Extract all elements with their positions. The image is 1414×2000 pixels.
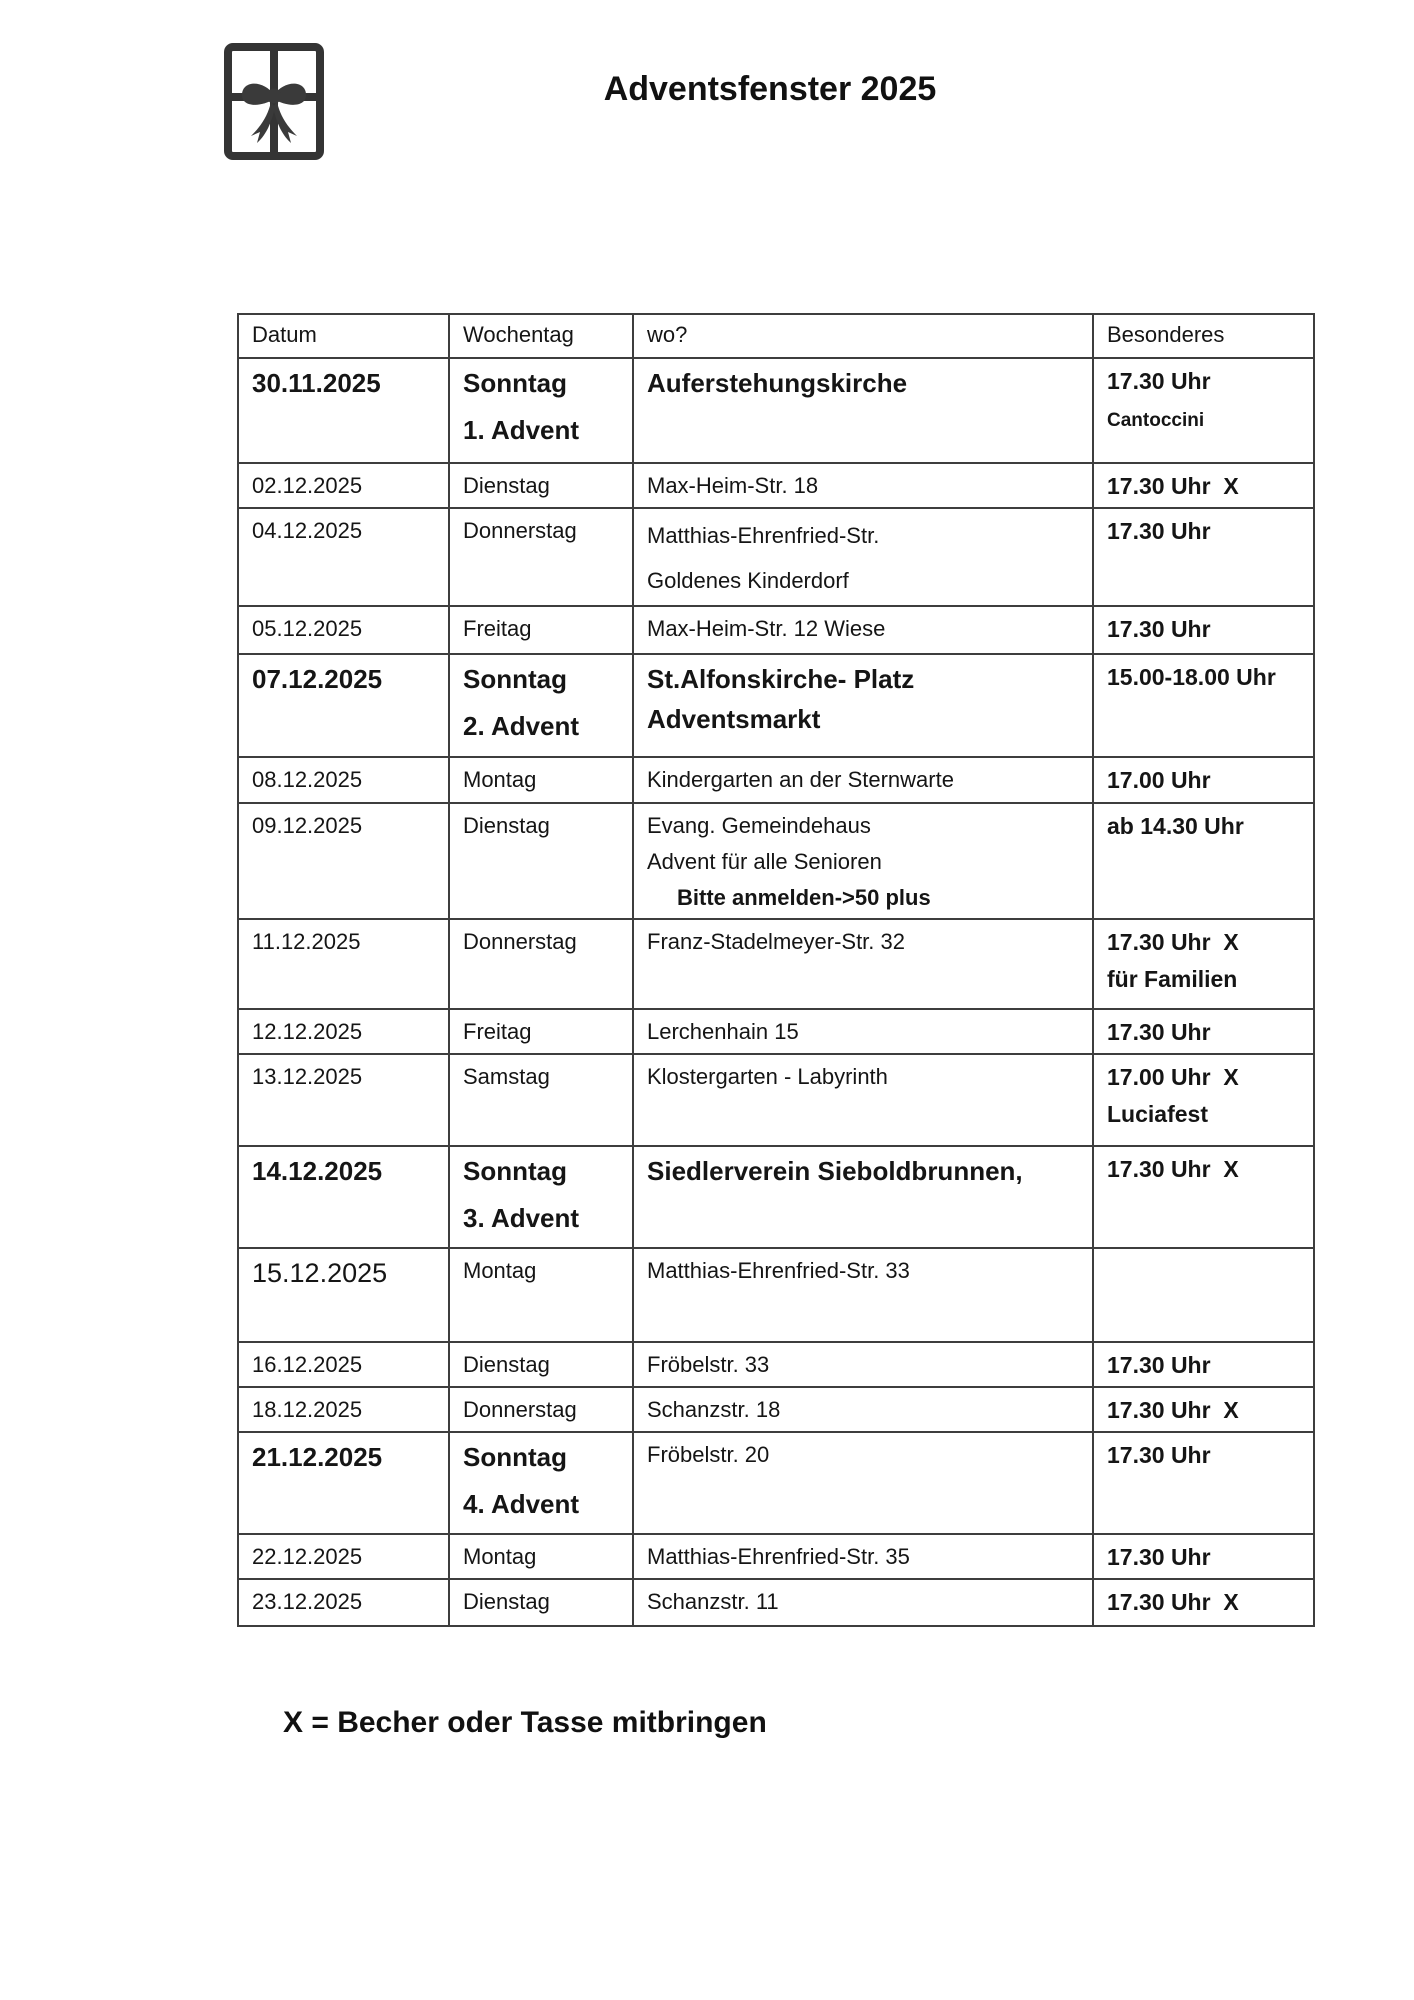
cell-besonderes [1093, 463, 1314, 508]
cell-line: Luciafest [1107, 1101, 1208, 1127]
cell-line: Freitag [463, 1019, 532, 1044]
cell-line: Donnerstag [463, 1397, 577, 1422]
table-row [238, 803, 1314, 919]
table-row [238, 1534, 1314, 1579]
cell-wo [633, 508, 1093, 606]
cell-wochentag [449, 1579, 633, 1626]
cell-line: 05.12.2025 [252, 616, 363, 641]
cell-wo [633, 757, 1093, 803]
cell-wochentag [449, 654, 633, 757]
cell-line: Goldenes Kinderdorf [647, 568, 849, 593]
cell-wochentag [449, 919, 633, 1009]
cell-besonderes [1093, 919, 1314, 1009]
cell-wochentag [449, 1248, 633, 1342]
cell-line: 17.30 Uhr X [1107, 473, 1239, 499]
cell-line: Donnerstag [463, 518, 577, 543]
cell-wo [633, 1579, 1093, 1626]
cell-line: 1. Advent [463, 415, 580, 445]
cell-wo [633, 1248, 1093, 1342]
cell-wo [633, 1146, 1093, 1248]
cell-line: Matthias-Ehrenfried-Str. 33 [647, 1258, 910, 1283]
cell-line: Matthias-Ehrenfried-Str. 35 [647, 1544, 910, 1569]
cell-besonderes [1093, 1432, 1314, 1534]
table-row [238, 1248, 1314, 1342]
cell-line: Montag [463, 767, 537, 792]
cell-wo [633, 463, 1093, 508]
cell-line: Max-Heim-Str. 18 [647, 473, 819, 498]
cell-wo [633, 1432, 1093, 1534]
cell-besonderes [1093, 606, 1314, 654]
cell-datum [238, 508, 449, 606]
cell-line: Sonntag [463, 1156, 567, 1186]
cell-line: St.Alfonskirche- Platz [647, 664, 915, 694]
cell-datum [238, 1387, 449, 1432]
cell-line: 17.30 Uhr X [1107, 1589, 1239, 1615]
cell-line: 17.30 Uhr [1107, 518, 1211, 544]
cell-line: Matthias-Ehrenfried-Str. [647, 523, 880, 548]
cell-line: ab 14.30 Uhr [1107, 813, 1244, 839]
cell-wo [633, 1534, 1093, 1579]
table-row [238, 654, 1314, 757]
cell-wochentag [449, 1432, 633, 1534]
cell-datum [238, 358, 449, 463]
gift-window-icon [222, 40, 326, 164]
table-row [238, 1342, 1314, 1387]
cell-besonderes [1093, 1342, 1314, 1387]
cell-besonderes [1093, 654, 1314, 757]
cell-wo [633, 919, 1093, 1009]
cell-wo [633, 1342, 1093, 1387]
cell-line: Freitag [463, 616, 532, 641]
cell-line: 15.00-18.00 Uhr [1107, 664, 1276, 690]
cell-line: 17.30 Uhr [1107, 1019, 1211, 1045]
cell-besonderes [1093, 1146, 1314, 1248]
cell-wochentag [449, 1009, 633, 1054]
cell-wo [633, 654, 1093, 757]
cell-wo [633, 606, 1093, 654]
cell-line: Franz-Stadelmeyer-Str. 32 [647, 929, 905, 954]
table-row [238, 1387, 1314, 1432]
footer-note: X = Becher oder Tasse mitbringen [283, 1706, 767, 1739]
cell-line: 11.12.2025 [252, 929, 361, 954]
table-row [238, 1432, 1314, 1534]
cell-line: 17.30 Uhr X [1107, 1397, 1239, 1423]
cell-line: 16.12.2025 [252, 1352, 363, 1377]
cell-line: Evang. Gemeindehaus [647, 813, 871, 838]
cell-datum [238, 1432, 449, 1534]
cell-besonderes [1093, 757, 1314, 803]
cell-line: 17.30 Uhr [1107, 1352, 1211, 1378]
cell-line: Montag [463, 1544, 537, 1569]
cell-line: Adventsmarkt [647, 704, 821, 734]
cell-line: 4. Advent [463, 1489, 580, 1519]
cell-datum [238, 654, 449, 757]
cell-line: Dienstag [463, 1589, 550, 1614]
cell-wo [633, 1009, 1093, 1054]
table-row [238, 1054, 1314, 1146]
table-row [238, 757, 1314, 803]
cell-line: 17.30 Uhr [1107, 1544, 1211, 1570]
cell-wochentag [449, 508, 633, 606]
cell-wochentag [449, 606, 633, 654]
cell-line: 09.12.2025 [252, 813, 363, 838]
cell-wochentag [449, 757, 633, 803]
page-title: Adventsfenster 2025 [603, 70, 937, 108]
cell-line: Sonntag [463, 664, 567, 694]
cell-line: Lerchenhain 15 [647, 1019, 799, 1044]
cell-besonderes [1093, 803, 1314, 919]
table-row [238, 1146, 1314, 1248]
cell-datum [238, 1054, 449, 1146]
cell-wochentag [449, 1146, 633, 1248]
cell-line: 14.12.2025 [252, 1156, 383, 1186]
cell-line: Cantoccini [1107, 410, 1205, 431]
cell-wochentag [449, 463, 633, 508]
table-row [238, 919, 1314, 1009]
cell-line: Samstag [463, 1064, 550, 1089]
cell-line: 21.12.2025 [252, 1442, 383, 1472]
schedule-table [237, 313, 1315, 1627]
table-row [238, 463, 1314, 508]
cell-wochentag [449, 358, 633, 463]
cell-line: Advent für alle Senioren [647, 849, 882, 874]
table-body [238, 358, 1314, 1626]
cell-line: Dienstag [463, 813, 550, 838]
cell-wo [633, 803, 1093, 919]
cell-line: 08.12.2025 [252, 767, 363, 792]
cell-line: 22.12.2025 [252, 1544, 363, 1569]
column-header-datum: Datum [238, 314, 449, 358]
cell-datum [238, 1534, 449, 1579]
cell-wochentag [449, 1387, 633, 1432]
header-row [238, 314, 1314, 358]
table-row [238, 508, 1314, 606]
cell-datum [238, 757, 449, 803]
column-header-wochentag: Wochentag [449, 314, 633, 358]
cell-wochentag [449, 1342, 633, 1387]
cell-datum [238, 463, 449, 508]
cell-datum [238, 606, 449, 654]
cell-line: 17.30 Uhr X [1107, 929, 1239, 955]
cell-line: Kindergarten an der Sternwarte [647, 767, 954, 792]
cell-line: Bitte anmelden->50 plus [677, 885, 931, 910]
cell-wo [633, 1054, 1093, 1146]
cell-line: Dienstag [463, 473, 550, 498]
cell-line: 17.00 Uhr [1107, 767, 1211, 793]
table-row [238, 606, 1314, 654]
table-row [238, 358, 1314, 463]
cell-line: 23.12.2025 [252, 1589, 363, 1614]
cell-line: 17.30 Uhr [1107, 368, 1211, 394]
cell-line: 17.00 Uhr X [1107, 1064, 1239, 1090]
cell-besonderes [1093, 1579, 1314, 1626]
cell-line: Sonntag [463, 1442, 567, 1472]
cell-line: 13.12.2025 [252, 1064, 363, 1089]
column-header-besonderes: Besonderes [1093, 314, 1314, 358]
cell-line: 04.12.2025 [252, 518, 363, 543]
cell-line: Fröbelstr. 33 [647, 1352, 770, 1377]
cell-line: Schanzstr. 18 [647, 1397, 781, 1422]
cell-line: 17.30 Uhr [1107, 616, 1211, 642]
cell-besonderes [1093, 1248, 1314, 1342]
column-header-wo: wo? [633, 314, 1093, 358]
table-row [238, 1009, 1314, 1054]
cell-wo [633, 1387, 1093, 1432]
cell-besonderes [1093, 1387, 1314, 1432]
cell-line: Auferstehungskirche [647, 368, 908, 398]
cell-line: Fröbelstr. 20 [647, 1442, 770, 1467]
cell-line: Donnerstag [463, 929, 577, 954]
cell-besonderes [1093, 1009, 1314, 1054]
cell-wochentag [449, 803, 633, 919]
cell-datum [238, 1009, 449, 1054]
cell-datum [238, 1342, 449, 1387]
cell-line: 30.11.2025 [252, 368, 381, 398]
cell-wochentag [449, 1054, 633, 1146]
cell-datum [238, 803, 449, 919]
cell-line: 15.12.2025 [252, 1258, 388, 1288]
cell-besonderes [1093, 508, 1314, 606]
cell-besonderes [1093, 358, 1314, 463]
cell-line: 17.30 Uhr X [1107, 1156, 1239, 1182]
cell-datum [238, 1248, 449, 1342]
cell-wochentag [449, 1534, 633, 1579]
cell-line: 12.12.2025 [252, 1019, 363, 1044]
cell-line: Sonntag [463, 368, 567, 398]
cell-line: 02.12.2025 [252, 473, 363, 498]
cell-line: Siedlerverein Sieboldbrunnen, [647, 1156, 1023, 1186]
cell-line: 3. Advent [463, 1203, 580, 1233]
cell-datum [238, 1146, 449, 1248]
cell-wo [633, 358, 1093, 463]
cell-line: Max-Heim-Str. 12 Wiese [647, 616, 886, 641]
table-row [238, 1579, 1314, 1626]
cell-line: 2. Advent [463, 711, 580, 741]
cell-line: für Familien [1107, 966, 1238, 992]
cell-line: 07.12.2025 [252, 664, 383, 694]
cell-line: Dienstag [463, 1352, 550, 1377]
cell-datum [238, 1579, 449, 1626]
cell-datum [238, 919, 449, 1009]
cell-line: Klostergarten - Labyrinth [647, 1064, 888, 1089]
cell-line: 17.30 Uhr [1107, 1442, 1211, 1468]
table-head [238, 314, 1314, 358]
cell-line: Montag [463, 1258, 537, 1283]
cell-besonderes [1093, 1534, 1314, 1579]
cell-line: Schanzstr. 11 [647, 1589, 779, 1614]
cell-besonderes [1093, 1054, 1314, 1146]
cell-line: 18.12.2025 [252, 1397, 363, 1422]
